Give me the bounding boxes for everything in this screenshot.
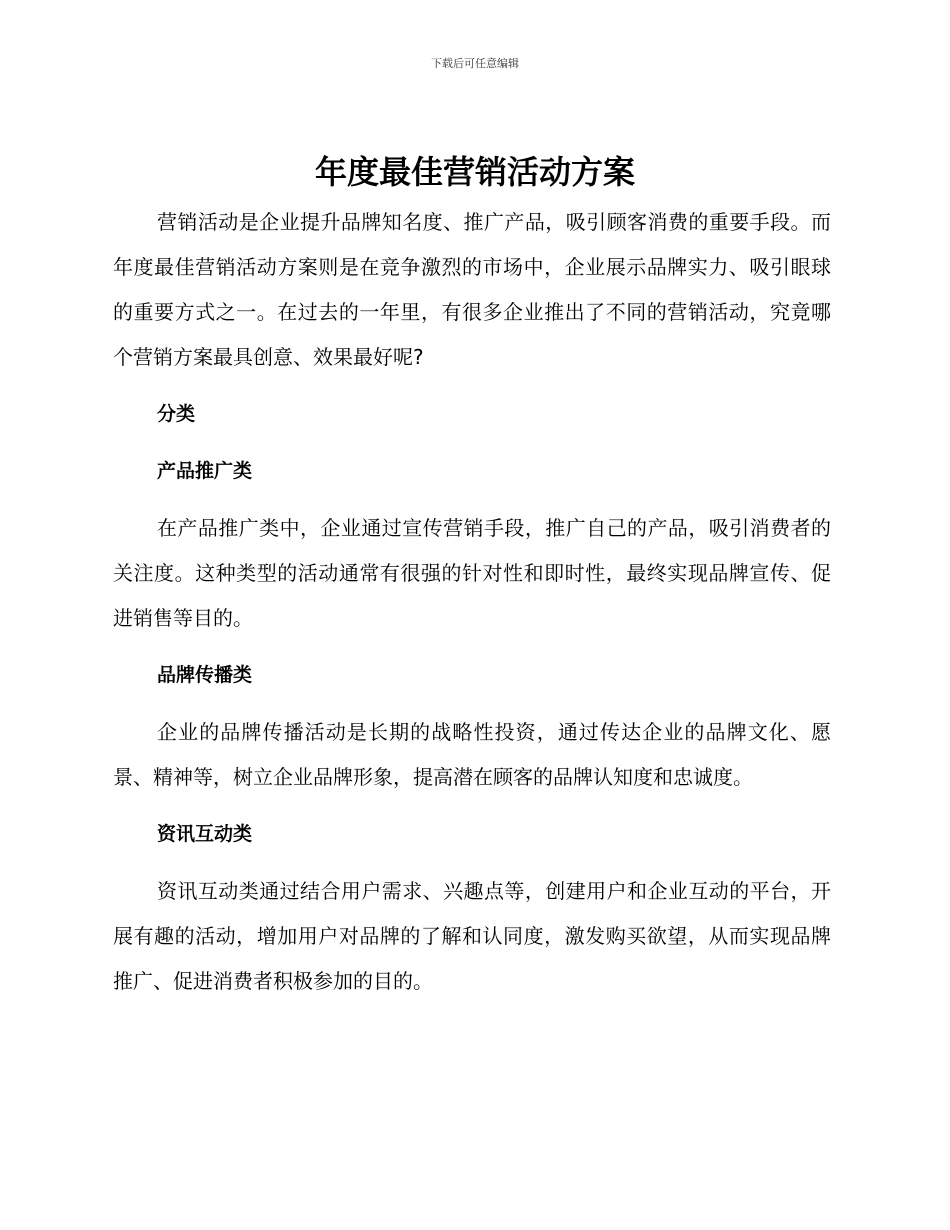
page-header-note: 下载后可任意编辑	[431, 57, 519, 70]
section-body-brand-communication: 企业的品牌传播活动是长期的战略性投资，通过传达企业的品牌文化、愿景、精神等，树立企业品牌形象，提高潜在顾客的品牌认知度和忠诚度。	[113, 720, 831, 789]
section-heading-brand-communication: 品牌传播类	[157, 664, 253, 686]
intro-paragraph: 营销活动是企业提升品牌知名度、推广产品，吸引顾客消费的重要手段。而年度最佳营销活动方案则是在竞争激烈的市场中，企业展示品牌实力、吸引眼球的重要方式之一。在过去的一年里，有很多企业推出了不同的营销活动，究竟哪个营销方案最具创意、效果最好呢?	[113, 210, 831, 369]
document-body	[113, 200, 831, 1004]
section-body-product-promotion: 在产品推广类中，企业通过宣传营销手段，推广自己的产品，吸引消费者的关注度。这种类型的活动通常有很强的针对性和即时性，最终实现品牌宣传、促进销售等目的。	[113, 516, 831, 630]
document-title: 年度最佳营销活动方案	[314, 153, 635, 191]
section-body-info-interaction: 资讯互动类通过结合用户需求、兴趣点等，创建用户和企业互动的平台，开展有趣的活动，增加用户对品牌的了解和认同度，激发购买欲望，从而实现品牌推广、促进消费者积极参加的目的。	[113, 879, 831, 993]
category-heading: 分类	[157, 403, 196, 425]
section-heading-product-promotion: 产品推广类	[157, 460, 253, 482]
section-heading-info-interaction: 资讯互动类	[157, 823, 253, 845]
